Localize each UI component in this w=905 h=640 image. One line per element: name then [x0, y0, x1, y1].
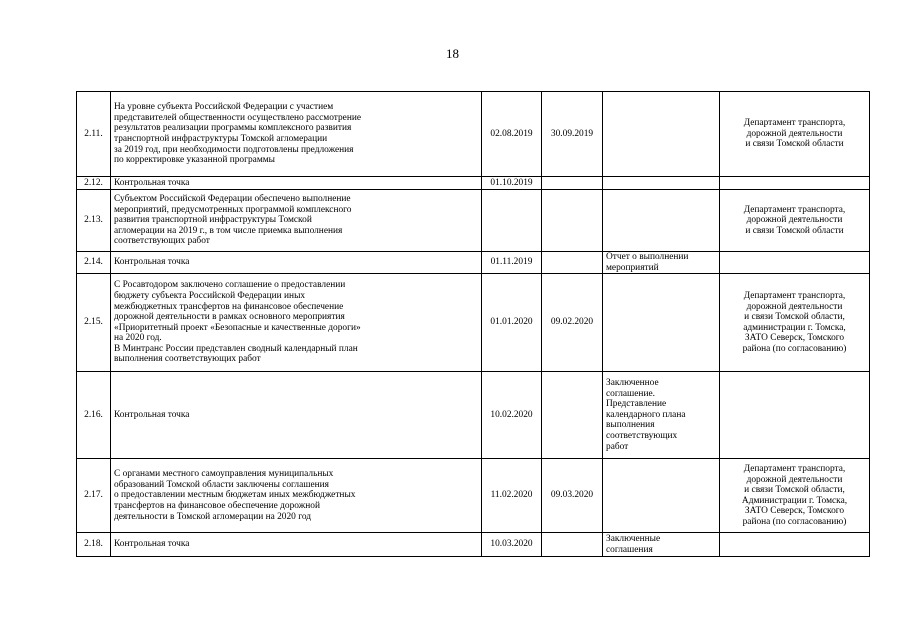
- end-date: [542, 533, 603, 557]
- row-number: 2.12.: [77, 177, 111, 190]
- activity-description-line: по корректировке указанной программы: [114, 155, 275, 166]
- table-row: [77, 274, 870, 372]
- activity-description-line: На уровне субъекта Российской Федерации с участием: [114, 102, 334, 113]
- activity-description-line: Субъектом Российской Федерации обеспечено выполнение: [114, 194, 351, 205]
- result-document: [603, 252, 720, 274]
- start-date: [482, 190, 542, 252]
- activity-description: [111, 274, 482, 372]
- end-date: [542, 190, 603, 252]
- activity-description: [111, 252, 482, 274]
- activity-description-line: мероприятий, предусмотренных программой комплексного: [114, 204, 352, 215]
- result-document: [603, 190, 720, 252]
- responsible-party-line: и связи Томской области,: [744, 485, 845, 496]
- responsible-party: [720, 533, 870, 557]
- responsible-party-line: Департамент транспорта,: [743, 290, 846, 301]
- responsible-party-line: и связи Томской области: [745, 225, 844, 236]
- result-document-line: соответствующих: [606, 431, 678, 442]
- activity-description-line: выполнения соответствующих работ: [114, 354, 261, 365]
- activity-description-line: трансфертов на финансовое обеспечение дорожной: [114, 500, 320, 511]
- result-document: [603, 372, 720, 459]
- activity-description-line: представителей общественности осуществлено рассмотрение: [114, 112, 362, 123]
- result-document: [603, 459, 720, 533]
- responsible-party: [720, 274, 870, 372]
- result-document-line: соглашения: [606, 544, 653, 555]
- table-row: [77, 190, 870, 252]
- responsible-party-line: Департамент транспорта,: [743, 463, 846, 474]
- activity-description: [111, 372, 482, 459]
- row-number: 2.17.: [77, 459, 111, 533]
- activity-description-line: о предоставлении местным бюджетам иных межбюджетных: [114, 490, 356, 501]
- row-number: 2.18.: [77, 533, 111, 557]
- responsible-party-line: и связи Томской области,: [744, 312, 845, 323]
- responsible-party-line: района (по согласованию): [742, 343, 847, 354]
- start-date: 01.11.2019: [482, 252, 542, 274]
- end-date: [542, 372, 603, 459]
- table-row: [77, 459, 870, 533]
- activity-description-line: транспортной инфраструктуры Томской агломерации: [114, 134, 328, 144]
- activity-description-line: деятельности в Томской агломерации на 2020 год: [114, 511, 311, 522]
- result-document: [603, 274, 720, 372]
- start-date: 10.02.2020: [482, 372, 542, 459]
- result-document-line: соглашение.: [606, 388, 655, 399]
- activity-description-line: С Росавтодором заключено соглашение о предоставлении: [114, 280, 346, 291]
- end-date: 09.02.2020: [542, 274, 603, 372]
- responsible-party-line: дорожной деятельности: [746, 301, 843, 312]
- result-document-line: Заключенное: [606, 378, 659, 389]
- start-date: 01.01.2020: [482, 274, 542, 372]
- activity-description: [111, 177, 482, 190]
- responsible-party: [720, 252, 870, 274]
- end-date: 09.03.2020: [542, 459, 603, 533]
- activity-description-line: результатов реализации программы комплексного развития: [114, 123, 352, 134]
- responsible-party-line: дорожной деятельности: [746, 215, 843, 226]
- result-document: [603, 92, 720, 177]
- activity-description-line: В Минтранс России представлен сводный календарный план: [114, 343, 358, 354]
- activity-description: [111, 533, 482, 557]
- row-number: 2.13.: [77, 190, 111, 252]
- responsible-party-line: администрации г. Томска,: [743, 322, 846, 333]
- activity-description-line: соответствующих работ: [114, 236, 210, 247]
- end-date: [542, 177, 603, 190]
- activity-description-line: развития транспортной инфраструктуры Томской: [114, 215, 312, 226]
- activity-description-line: образований Томской области заключены соглашения: [114, 479, 329, 490]
- result-document-line: Отчет о выполнении: [606, 252, 689, 262]
- responsible-party-line: Департамент транспорта,: [743, 204, 846, 215]
- page-number: 18: [446, 46, 459, 61]
- activity-description: [111, 459, 482, 533]
- activity-description-line: «Приоритетный проект «Безопасные и качественные дороги»: [114, 322, 361, 333]
- activity-description-line: Контрольная точка: [114, 177, 190, 188]
- table-row: [77, 177, 870, 190]
- responsible-party: [720, 459, 870, 533]
- responsible-party-line: Департамент транспорта,: [743, 118, 846, 129]
- responsible-party-line: района (по согласованию): [742, 516, 847, 527]
- activity-description-line: межбюджетных трансфертов на финансовое обеспечение: [114, 301, 344, 312]
- row-number: 2.16.: [77, 372, 111, 459]
- activity-description-line: Контрольная точка: [114, 539, 190, 550]
- row-number: 2.11.: [77, 92, 111, 177]
- result-document: [603, 177, 720, 190]
- result-document-line: мероприятий: [606, 262, 659, 273]
- responsible-party: [720, 177, 870, 190]
- activity-description-line: за 2019 год, при необходимости подготовлены предложения: [114, 144, 354, 155]
- responsible-party: [720, 372, 870, 459]
- responsible-party: [720, 92, 870, 177]
- table-row: [77, 92, 870, 177]
- start-date: 11.02.2020: [482, 459, 542, 533]
- activity-description: [111, 190, 482, 252]
- result-document: [603, 533, 720, 557]
- responsible-party-line: дорожной деятельности: [746, 474, 843, 485]
- result-document-line: работ: [606, 441, 629, 452]
- result-document-line: Заключенные: [606, 534, 661, 545]
- table-row: [77, 533, 870, 557]
- responsible-party: [720, 190, 870, 252]
- result-document-line: календарного плана: [606, 409, 686, 420]
- end-date: 30.09.2019: [542, 92, 603, 177]
- end-date: [542, 252, 603, 274]
- activity-description: [111, 92, 482, 177]
- responsible-party-line: и связи Томской области: [745, 139, 844, 150]
- activity-description-line: Контрольная точка: [114, 409, 190, 420]
- responsible-party-line: Администрации г. Томска,: [741, 495, 848, 506]
- row-number: 2.15.: [77, 274, 111, 372]
- responsible-party-line: дорожной деятельности: [746, 128, 843, 139]
- activity-description-line: Контрольная точка: [114, 257, 190, 268]
- activity-description-line: бюджету субъекта Российской Федерации иных: [114, 290, 306, 301]
- responsible-party-line: ЗАТО Северск, Томского: [744, 506, 845, 517]
- start-date: 02.08.2019: [482, 92, 542, 177]
- activity-description-line: на 2020 год.: [114, 333, 162, 344]
- table-row: [77, 372, 870, 459]
- start-date: 01.10.2019: [482, 177, 542, 190]
- table-row: [77, 252, 870, 274]
- activity-description-line: агломерации на 2019 г., в том числе приемка выполнения: [114, 225, 343, 236]
- row-number: 2.14.: [77, 252, 111, 274]
- activity-description-line: С органами местного самоуправления муниципальных: [114, 469, 334, 480]
- responsible-party-line: ЗАТО Северск, Томского: [744, 333, 845, 344]
- start-date: 10.03.2020: [482, 533, 542, 557]
- plan-table: [76, 91, 870, 557]
- result-document-line: Представление: [606, 399, 667, 410]
- activity-description-line: дорожной деятельности в рамках основного мероприятия: [114, 312, 345, 323]
- result-document-line: выполнения: [606, 420, 655, 431]
